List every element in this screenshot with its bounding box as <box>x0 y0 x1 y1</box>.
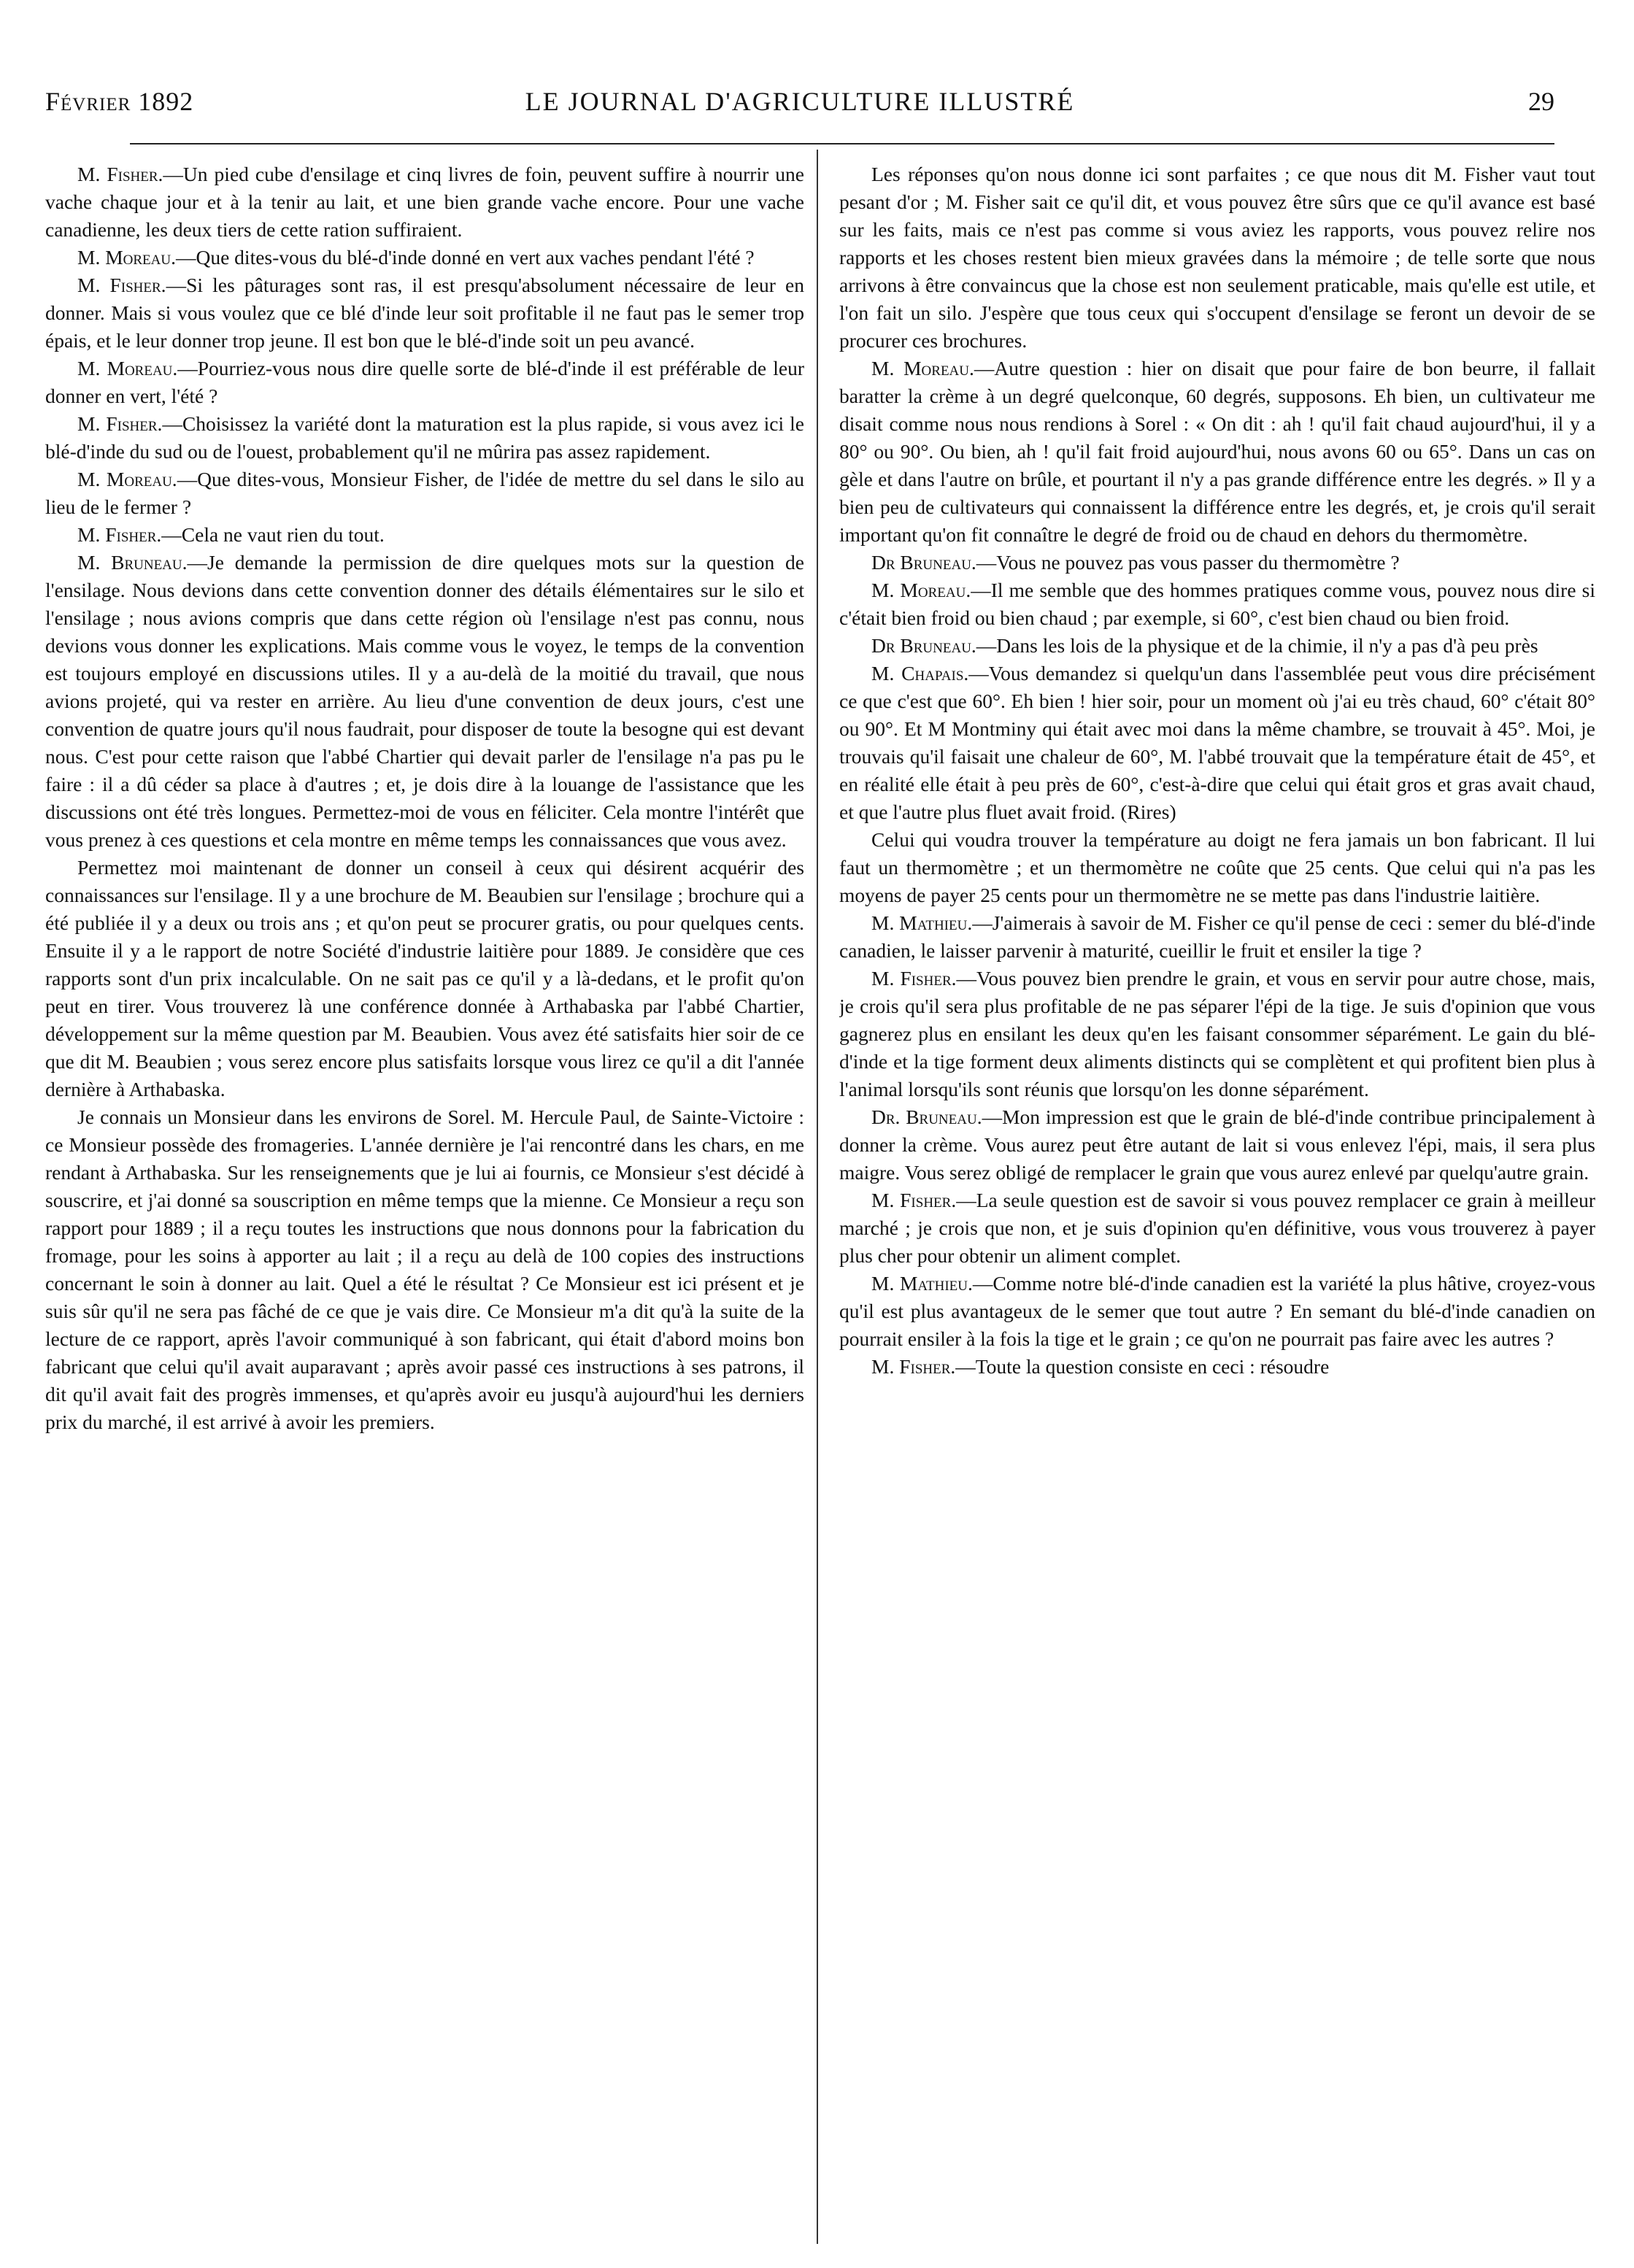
paragraph <box>45 549 804 854</box>
paragraph-text: —Pourriez-vous nous dire quelle sorte de blé-d'inde il est préférable de leur donner en vert, l'été ? <box>45 357 804 407</box>
paragraph <box>839 1270 1595 1353</box>
paragraph-text: Je connais un Monsieur dans les environs de Sorel. M. Hercule Paul, de Sainte-Victoire : ce Monsieur possède des fromageries. L'année dernière je l'ai rencontré dans les chars, en me rendant à Arthabaska. Sur les renseignements que je lui ai fournis, ce Monsieur s'est décidé à souscrire, et j'ai donné sa souscription en même temps que la mienne. Ce Monsieur a reçu son rapport pour 1889 ; il a reçu toutes les instructions que nous donnons pour la fabrication du fromage, pour les soins à apporter au lait ; il a reçu au delà de 100 copies des instructions concernant le soin à donner au lait. Quel a été le résultat ? Ce Monsieur est ici présent et je suis sûr qu'il ne sera pas fâché de ce que je vais dire. Ce Monsieur m'a dit qu'à la suite de la lecture de ce rapport, après l'avoir communiqué à son fabricant, qui était d'abord moins bon fabricant que celui qu'il avait auparavant ; après avoir passé ces instructions à ses patrons, il dit qu'il avait fait des progrès immenses, et qu'après avoir eu jusqu'à aujourd'hui les derniers prix du marché, il est arrivé à avoir les premiers. <box>45 1106 804 1433</box>
speaker-name: M. Moreau. <box>871 357 974 379</box>
paragraph <box>839 826 1595 909</box>
speaker-name: M. Fisher. <box>77 163 163 185</box>
speaker-name: M. Fisher. <box>871 967 957 990</box>
paragraph-text: —Vous ne pouvez pas vous passer du thermomètre ? <box>976 551 1400 574</box>
paragraph-text: Celui qui voudra trouver la température au doigt ne fera jamais un bon fabricant. Il lui faut un thermomètre ; et un thermomètre ne coûte que 25 cents. Que celui qui n'a pas les moyens de payer 25 cents pour un thermomètre ne se mette pas dans l'industrie laitière. <box>839 828 1595 906</box>
paragraph-text: —Vous pouvez bien prendre le grain, et vous en servir pour autre chose, mais, je crois qu'il sera plus profitable de ne pas séparer l'épi de la tige. Je suis d'opinion que vous gagnerez plus en ensilant les deux qu'en les faisant consommer séparément. Le gain du blé-d'inde et la tige forment deux aliments distincts qui se complètent et qui profitent bien plus à l'animal lorsqu'ils sont réunis que lorsqu'on les donne séparément. <box>839 967 1595 1100</box>
paragraph <box>45 466 804 521</box>
journal-title: LE JOURNAL D'AGRICULTURE ILLUSTRÉ <box>525 87 1075 116</box>
page-header <box>45 86 1554 130</box>
paragraph <box>45 271 804 355</box>
paragraph-text: —Comme notre blé-d'inde canadien est la variété la plus hâtive, croyez-vous qu'il est plus avantageux de le semer que tout autre ? En semant du blé-d'inde canadien on pourrait ensiler à la fois la tige et le grain ; ce qu'on ne pourrait pas faire avec les autres ? <box>839 1272 1595 1350</box>
speaker-name: M. Fisher. <box>77 412 163 435</box>
paragraph-text: —Vous demandez si quelqu'un dans l'assemblée peut vous dire précisément ce que c'est que 60°. Eh bien ! hier soir, pour un moment où j'ai eu très chaud, 60° c'était 80° ou 90°. Et M Montminy qui était avec moi dans la même chambre, se trouvait à 45°. Moi, je trouvais qu'il faisait une chaleur de 60°, M. l'abbé trouvait que la température était de 45°, et en réalité elle était à peu près de 60°, c'est-à-dire que celui qui était gros et gras avait chaud, et que l'autre plus fluet avait froid. (Rires) <box>839 662 1595 823</box>
paragraph <box>839 355 1595 549</box>
paragraph <box>45 244 804 271</box>
paragraph <box>839 660 1595 826</box>
speaker-name: Dr Bruneau. <box>871 551 976 574</box>
paragraph <box>839 161 1595 355</box>
paragraph-text: —Je demande la permission de dire quelques mots sur la question de l'ensilage. Nous devions dans cette convention donner des détails élémentaires sur le silo et l'ensilage ; nous avions compris que dans cette région où l'ensilage n'est pas connu, nous devions vous donner les explications. Mais comme vous le voyez, le temps de la convention est toujours employé en discussions utiles. Il y a au-delà de la moitié du travail, que nous avions projeté, qui va rester en arrière. Au lieu d'une convention de deux jours, c'est une convention de quatre jours qu'il nous faudrait, pour disposer de toute la besogne qui est devant nous. C'est pour cette raison que l'abbé Chartier qui devait parler de l'ensilage n'a pas pu le faire : il a dû céder sa place à d'autres ; et, je dois dire à la louange de l'assistance que les discussions ont été très longues. Permettez-moi de vous en féliciter. Cela montre l'intérêt que vous prenez à ces questions et cela montre en même temps les connaissances que vous avez. <box>45 551 804 851</box>
paragraph <box>45 854 804 1103</box>
paragraph-text: —Cela ne vaut rien du tout. <box>161 523 385 546</box>
paragraph-text: Les réponses qu'on nous donne ici sont parfaites ; ce que nous dit M. Fisher vaut tout pesant d'or ; M. Fisher sait ce qu'il dit, et vous pouvez être sûrs que ce qu'il avance est basé sur les faits, mais ce n'est pas comme si vous aviez les rapports, vous pouvez relire nos rapports et les choses restent bien mieux gravées dans la mémoire ; de telle sorte que nous arrivons à être convaincus que la chose est non seulement praticable, mais qu'elle est utile, et l'on fait un silo. J'espère que tous ceux qui s'occupent d'ensilage se feront un devoir de se procurer ces brochures. <box>839 163 1595 352</box>
issue-date: Février 1892 <box>45 87 194 116</box>
page-number: 29 <box>1528 87 1554 116</box>
speaker-name: M. Fisher. <box>871 1189 957 1211</box>
speaker-name: M. Moreau. <box>77 468 177 490</box>
paragraph-text: —Si les pâturages sont ras, il est presqu'absolument nécessaire de leur en donner. Mais si vous voulez que ce blé d'inde leur soit profitable il ne faut pas le semer trop épais, et le leur donner trop jeune. Il est bon que le blé-d'inde soit un peu avancé. <box>45 274 804 352</box>
header-rule <box>130 143 1554 144</box>
speaker-name: M. Mathieu. <box>871 911 973 934</box>
speaker-name: M. Fisher. <box>77 523 162 546</box>
paragraph <box>45 355 804 410</box>
speaker-name: M. Mathieu. <box>871 1272 973 1295</box>
paragraph <box>839 909 1595 965</box>
speaker-name: M. Moreau. <box>77 357 178 379</box>
paragraph <box>45 410 804 466</box>
left-column <box>45 161 804 2248</box>
speaker-name: M. Moreau. <box>871 579 971 601</box>
speaker-name: Dr Bruneau. <box>871 634 976 657</box>
paragraph-text: —Il me semble que des hommes pratiques comme vous, pouvez nous dire si c'était bien froid ou bien chaud ; par exemple, si 60°, c'est bien chaud ou bien froid. <box>839 579 1595 629</box>
speaker-name: M. Bruneau. <box>77 551 188 574</box>
paragraph <box>839 576 1595 632</box>
paragraph-text: —Autre question : hier on disait que pour faire de bon beurre, il fallait baratter la crème à un degré quelconque, 60 degrés, supposons. Eh bien, un cultivateur me disait comme nous nous rendions à Sorel : « On dit : ah ! qu'il fait chaud aujourd'hui, il y a 80° ou 90°. Ou bien, ah ! qu'il fait froid aujourd'hui, nous avons 60 ou 65°. Dans un cas on gèle et dans l'autre on brûle, et pourtant il n'y a pas grande différence entre les degrés. » Il y a bien peu de cultivateurs qui connaissent la différence entre les degrés, et, je crois qu'il serait important qu'on fit connaître le degré de froid ou de chaud en dehors du thermomètre. <box>839 357 1595 546</box>
paragraph <box>45 1103 804 1436</box>
paragraph-text: Permettez moi maintenant de donner un conseil à ceux qui désirent acquérir des connaissances sur l'ensilage. Il y a une brochure de M. Beaubien sur l'ensilage ; brochure qui a été publiée il y a deux ou trois ans ; et qu'on peut se procurer gratis, ou pour quelques cents. Ensuite il y a le rapport de notre Société d'industrie laitière pour 1889. Je considère que ces rapports sont d'un prix incalculable. On ne sait pas ce qu'il y a là-dedans, et le profit qu'on peut en tirer. Vous trouverez là une conférence donnée à Arthabaska par l'abbé Chartier, développement sur la même question par M. Beaubien. Vous avez été satisfaits hier soir de ce que dit M. Beaubien ; vous serez encore plus satisfaits lorsque vous lirez ce qu'il a dit l'année dernière à Arthabaska. <box>45 856 804 1100</box>
speaker-name: M. Fisher. <box>77 274 166 296</box>
paragraph <box>839 1187 1595 1270</box>
speaker-name: M. Chapais. <box>871 662 969 684</box>
paragraph <box>839 965 1595 1103</box>
paragraph-text: —La seule question est de savoir si vous pouvez remplacer ce grain à meilleur marché ; je crois que non, et je suis d'opinion qu'en définitive, vous vous trouverez à payer plus cher pour obtenir un aliment complet. <box>839 1189 1595 1267</box>
paragraph-text: —Que dites-vous, Monsieur Fisher, de l'idée de mettre du sel dans le silo au lieu de le fermer ? <box>45 468 804 518</box>
column-divider <box>817 150 818 2244</box>
speaker-name: M. Fisher. <box>871 1355 956 1378</box>
speaker-name: M. Moreau. <box>77 246 176 269</box>
paragraph-text: —Que dites-vous du blé-d'inde donné en vert aux vaches pendant l'été ? <box>175 246 755 269</box>
paragraph-text: —Choisissez la variété dont la maturation est la plus rapide, si vous avez ici le blé-d'inde du sud ou de l'ouest, probablement qu'il ne mûrira pas assez rapidement. <box>45 412 804 463</box>
paragraph <box>45 161 804 244</box>
paragraph-text: —Toute la question consiste en ceci : résoudre <box>955 1355 1330 1378</box>
paragraph <box>839 632 1595 660</box>
paragraph-text: —J'aimerais à savoir de M. Fisher ce qu'il pense de ceci : semer du blé-d'inde canadien, le laisser parvenir à maturité, cueillir le fruit et ensiler la tige ? <box>839 911 1595 962</box>
paragraph <box>45 521 804 549</box>
paragraph <box>839 549 1595 576</box>
right-column <box>839 161 1595 2248</box>
paragraph <box>839 1353 1595 1381</box>
paragraph-text: —Dans les lois de la physique et de la chimie, il n'y a pas d'à peu près <box>976 634 1538 657</box>
paragraph <box>839 1103 1595 1187</box>
paragraph-text: —Un pied cube d'ensilage et cinq livres de foin, peuvent suffire à nourrir une vache chaque jour et à la tenir au lait, et une bien grande vache encore. Pour une vache canadienne, les deux tiers de cette ration suffiraient. <box>45 163 804 241</box>
speaker-name: Dr. Bruneau. <box>871 1106 982 1128</box>
paragraph-text: —Mon impression est que le grain de blé-d'inde contribue principalement à donner la crème. Vous aurez peut être autant de lait si vous enlevez l'épi, mais, il sera plus maigre. Vous serez obligé de remplacer le grain que vous aurez enlevé par quelqu'autre grain. <box>839 1106 1595 1184</box>
